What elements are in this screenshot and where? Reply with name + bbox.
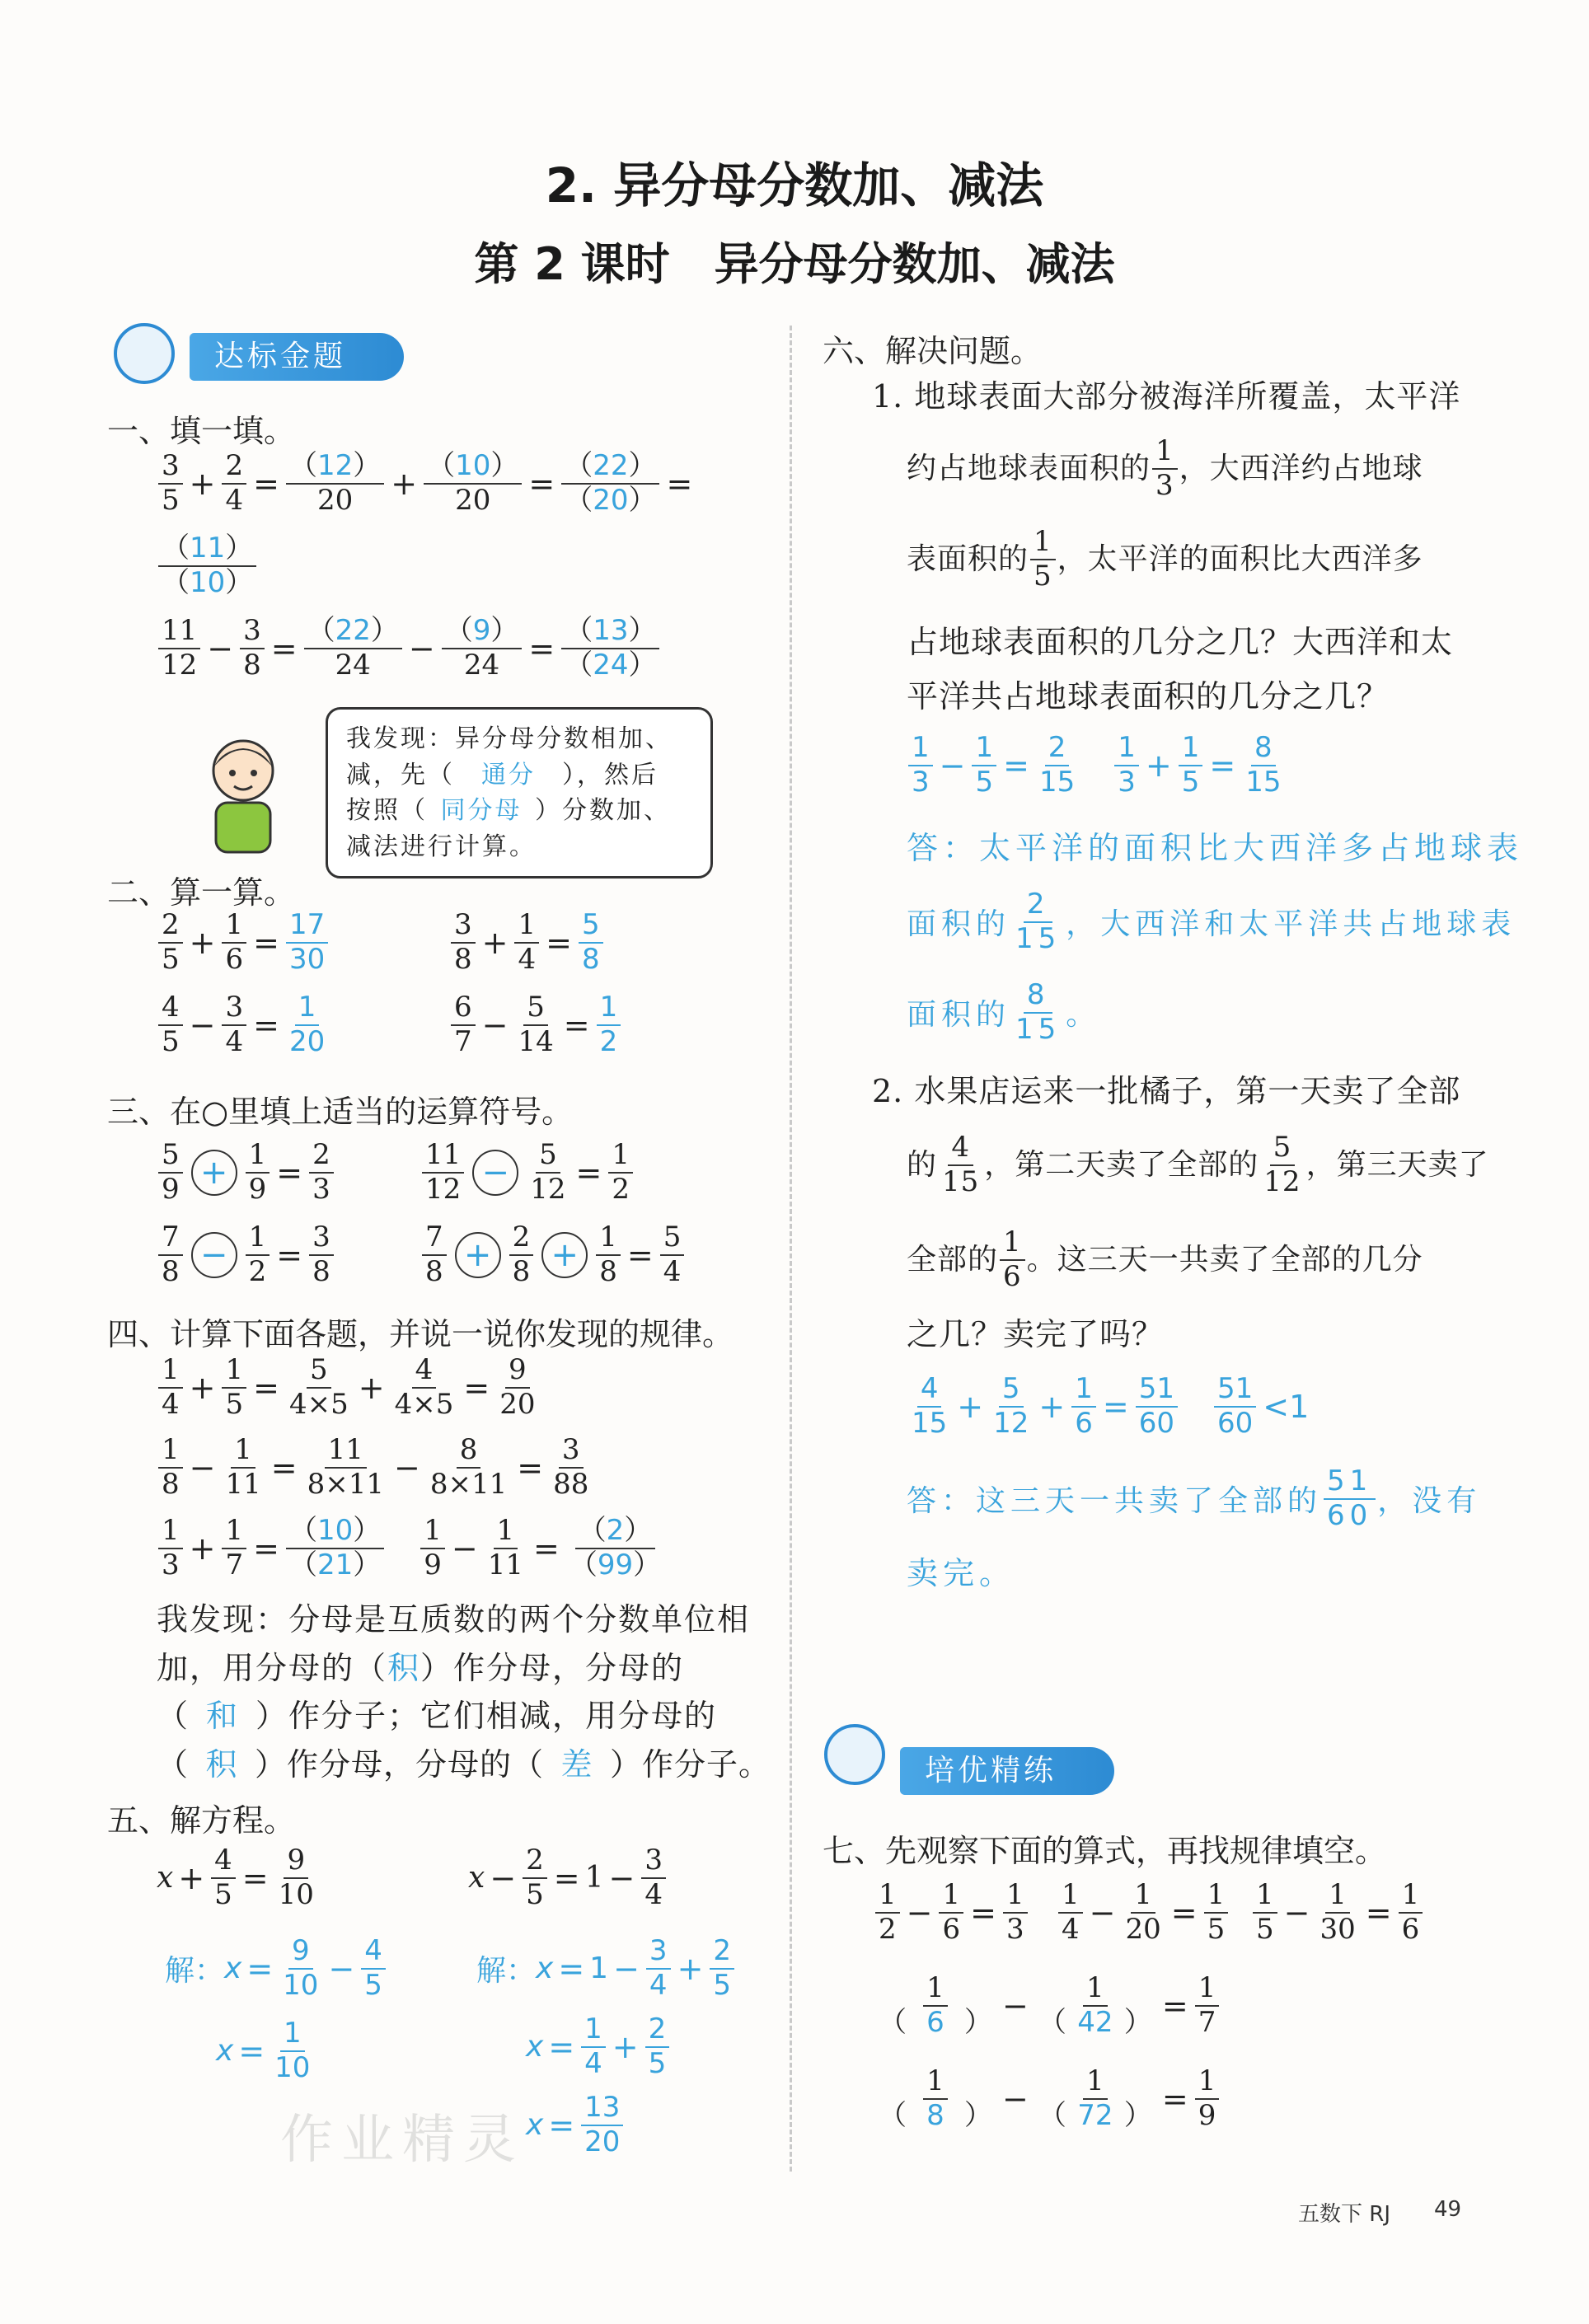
section-sequence-title: 七、先观察下面的算式，再找规律填空。 xyxy=(823,1833,1387,1869)
section-ops-title: 三、在○里填上适当的运算符号。 xyxy=(107,1094,574,1130)
equation-2: x − $\frac{2}{5}$ = 1 − $\frac{3}{4}$ xyxy=(468,1846,668,1909)
section-fill-title: 一、填一填。 xyxy=(107,413,296,449)
blank-answer[interactable]: 11 xyxy=(190,532,226,565)
problem2-answer-line1: 答：这三天一共卖了全部的 $\frac{51}{60}$ ，没有 xyxy=(907,1464,1482,1532)
equation-1-step2: x = $\frac{1}{10}$ xyxy=(216,2017,311,2084)
problem1-line5: 平洋共占地球表面积的几分之几？ xyxy=(907,678,1390,715)
calc-eq-3: $\frac{4}{5}$ − $\frac{3}{4}$ = $\frac{1}{20}$ xyxy=(157,993,330,1057)
calc-eq-4: $\frac{6}{7}$ − $\frac{5}{14}$ = $\frac{1}{2}$ xyxy=(449,993,622,1057)
equation-2-step1: 解： x = 1 − $\frac{3}{4}$ + $\frac{2}{5}$ xyxy=(476,1937,736,2000)
blank-answer[interactable]: 10 xyxy=(316,1514,354,1547)
blank-answer[interactable]: 积 xyxy=(205,1746,238,1783)
fill-eq-2: $\frac{11}{12}$ − $\frac{3}{8}$ = $\frac{(22)}{24}$ − $\frac{(9)}{24}$ = $\frac{(13)}{(24)}$ xyxy=(157,616,661,680)
section-equations-title: 五、解方程。 xyxy=(107,1802,296,1839)
blank-answer[interactable]: 积 xyxy=(387,1650,421,1686)
blank-answer[interactable]: 6 xyxy=(926,2005,944,2039)
blank-answer[interactable]: 42 xyxy=(1077,2005,1113,2039)
footer-book: 五数下 RJ xyxy=(1298,2202,1390,2227)
blank-answer[interactable]: 72 xyxy=(1077,2098,1113,2132)
blank-answer[interactable]: 22 xyxy=(335,614,371,647)
problem1-answer-line1: 答：太平洋的面积比大西洋多占地球表 xyxy=(907,830,1524,866)
operator-circle[interactable]: + xyxy=(541,1232,588,1278)
pattern-eq-3: $\frac{1}{3}$ + $\frac{1}{7}$ = $\frac{(10)}{(21)}$ $\frac{1}{9}$ − $\frac{1}{11}$ = $\frac{(2)}{(99)}$ xyxy=(157,1516,666,1580)
blank-answer[interactable]: 9 xyxy=(472,614,491,647)
blank-answer[interactable]: 21 xyxy=(316,1548,354,1581)
column-divider xyxy=(790,326,792,2172)
panda-mascot-icon xyxy=(824,1724,885,1785)
section-calc-title: 二、算一算。 xyxy=(107,874,296,911)
problem1-line1: 1. 地球表面大部分被海洋所覆盖，太平洋 xyxy=(872,378,1461,415)
problem2-line4: 之几？卖完了吗？ xyxy=(907,1316,1165,1352)
equation-2-step2: x = $\frac{1}{4}$ + $\frac{2}{5}$ xyxy=(526,2015,671,2078)
calc-eq-2: $\frac{3}{8}$ + $\frac{1}{4}$ = $\frac{5}{8}$ xyxy=(449,911,605,974)
seq-eq-5: $\frac{1}{( 8 )}$ − $\frac{1}{( 72 )}$ = $\frac{1}{9}$ xyxy=(874,2067,1221,2130)
problem2-line2: 的 $\frac{4}{15}$ ，第二天卖了全部的 $\frac{5}{12}$ ，第三天卖了 xyxy=(907,1131,1489,1198)
blank-answer[interactable]: 12 xyxy=(316,449,354,482)
problem1-line2: 约占地球表面积的 $\frac{1}{3}$ ，大西洋约占地球 xyxy=(907,434,1423,502)
discovery-speech-bubble: 我发现：异分母分数相加、 减，先（ 通分 ），然后 按照（ 同分母 ）分数加、 减法进行计算。 xyxy=(326,707,713,879)
problem1-answer-line2: 面积的 $\frac{2}{15}$ ，大西洋和太平洋共占地球表 xyxy=(907,888,1516,955)
blank-answer[interactable]: 2 xyxy=(606,1514,625,1547)
blank-answer[interactable]: 24 xyxy=(593,648,629,682)
boy-illustration-icon xyxy=(198,733,288,857)
pattern-rule-line1: 我发现：分母是互质数的两个分数单位相 xyxy=(157,1601,751,1638)
blank-answer[interactable]: 10 xyxy=(190,565,226,599)
blank-answer[interactable]: 通分 xyxy=(481,760,536,790)
operator-circle[interactable]: − xyxy=(472,1150,518,1196)
problem2-work: $\frac{4}{15}$ + $\frac{5}{12}$ + $\frac{1}{6}$ = $\frac{51}{60}$ $\frac{51}{60}$ <1 xyxy=(912,1372,1310,1440)
lesson-subtitle: 第 2 课时 异分母分数加、减法 xyxy=(474,238,1115,290)
page-number: 49 xyxy=(1434,2197,1462,2222)
seq-eq-2: $\frac{1}{4}$ − $\frac{1}{20}$ = $\frac{1}{5}$ xyxy=(1057,1881,1230,1944)
calc-eq-1: $\frac{2}{5}$ + $\frac{1}{6}$ = $\frac{17}{30}$ xyxy=(157,911,330,974)
banner-dabiao: 达标金题 xyxy=(190,333,404,381)
problem2-answer-line2: 卖完。 xyxy=(907,1555,1016,1591)
seq-eq-3: $\frac{1}{5}$ − $\frac{1}{30}$ = $\frac{1}{6}$ xyxy=(1251,1881,1424,1944)
fill-eq-1b: $\frac{(11)}{(10)}$ xyxy=(157,534,258,597)
problem1-answer-line3: 面积的 $\frac{8}{15}$ 。 xyxy=(907,978,1101,1046)
blank-answer[interactable]: 同分母 xyxy=(440,796,523,825)
blank-answer[interactable]: 和 xyxy=(206,1698,240,1734)
problem1-line4: 占地球表面积的几分之几？大西洋和太 xyxy=(907,624,1454,660)
pattern-rule-line4: （ 积 ）作分母，分母的（ 差 ）作分子。 xyxy=(157,1746,771,1783)
seq-eq-4: $\frac{1}{( 6 )}$ − $\frac{1}{( 42 )}$ = $\frac{1}{7}$ xyxy=(874,1974,1221,2037)
pattern-eq-2: $\frac{1}{8}$ − $\frac{1}{11}$ = $\frac{11}{8\times 11}$ − $\frac{8}{8\times 11}$ = $\frac{3}{88}$ xyxy=(157,1436,593,1499)
problem1-line3: 表面积的 $\frac{1}{5}$ ，太平洋的面积比大西洋多 xyxy=(907,525,1423,593)
operator-circle[interactable]: + xyxy=(191,1150,237,1196)
pattern-rule-line3: （ 和 ）作分子；它们相减，用分母的 xyxy=(157,1698,718,1734)
blank-answer[interactable]: 10 xyxy=(455,449,491,482)
ops-eq-4: $\frac{7}{8}$ + $\frac{2}{8}$ + $\frac{1}{8}$ = $\frac{5}{4}$ xyxy=(420,1223,686,1286)
blank-answer[interactable]: 13 xyxy=(593,614,629,647)
equation-1: x + $\frac{4}{5}$ = $\frac{9}{10}$ xyxy=(157,1844,314,1911)
operator-circle[interactable]: + xyxy=(455,1232,501,1278)
blank-answer[interactable]: 22 xyxy=(593,449,629,482)
fill-eq-1: $\frac{3}{5}$ + $\frac{2}{4}$ = $\frac{(12)}{20}$ + $\frac{(10)}{20}$ = $\frac{(22)}{(20)}$ = xyxy=(157,452,697,515)
banner-peiyou: 培优精练 xyxy=(900,1747,1114,1795)
seq-eq-1: $\frac{1}{2}$ − $\frac{1}{6}$ = $\frac{1}{3}$ xyxy=(874,1881,1029,1944)
problem2-line3: 全部的 $\frac{1}{6}$ 。这三天一共卖了全部的几分 xyxy=(907,1225,1423,1293)
section-pattern-title: 四、计算下面各题，并说一说你发现的规律。 xyxy=(107,1316,734,1352)
blank-answer[interactable]: 差 xyxy=(560,1746,593,1783)
watermark: 作业精灵 xyxy=(280,2110,524,2171)
pattern-rule-line2: 加，用分母的（积）作分母，分母的 xyxy=(157,1650,685,1686)
pattern-eq-1: $\frac{1}{4}$ + $\frac{1}{5}$ = $\frac{5}{4\times 5}$ + $\frac{4}{4\times 5}$ = $\frac{9}{20}$ xyxy=(157,1356,540,1419)
ops-eq-1: $\frac{5}{9}$ + $\frac{1}{9}$ = $\frac{2}{3}$ xyxy=(157,1141,335,1204)
section-problems-title: 六、解决问题。 xyxy=(823,333,1043,369)
blank-answer[interactable]: 99 xyxy=(597,1548,634,1581)
blank-answer[interactable]: 8 xyxy=(926,2098,944,2132)
ops-eq-3: $\frac{7}{8}$ − $\frac{1}{2}$ = $\frac{3}{8}$ xyxy=(157,1223,335,1286)
blank-answer[interactable]: 20 xyxy=(593,483,629,517)
problem1-work: $\frac{1}{3}$ − $\frac{1}{5}$ = $\frac{2}{15}$ $\frac{1}{3}$ + $\frac{1}{5}$ = $\frac{8}{15}$ xyxy=(907,733,1286,797)
problem2-line1: 2. 水果店运来一批橘子，第一天卖了全部 xyxy=(872,1073,1461,1109)
panda-mascot-icon xyxy=(114,323,175,384)
equation-1-step1: 解： x = $\frac{9}{10}$ − $\frac{4}{5}$ xyxy=(165,1937,387,2000)
equation-2-step3: x = $\frac{13}{20}$ xyxy=(526,2093,625,2157)
ops-eq-2: $\frac{11}{12}$ − $\frac{5}{12}$ = $\frac{1}{2}$ xyxy=(420,1141,635,1204)
operator-circle[interactable]: − xyxy=(191,1232,237,1278)
page-title: 2. 异分母分数加、减法 xyxy=(545,157,1044,213)
